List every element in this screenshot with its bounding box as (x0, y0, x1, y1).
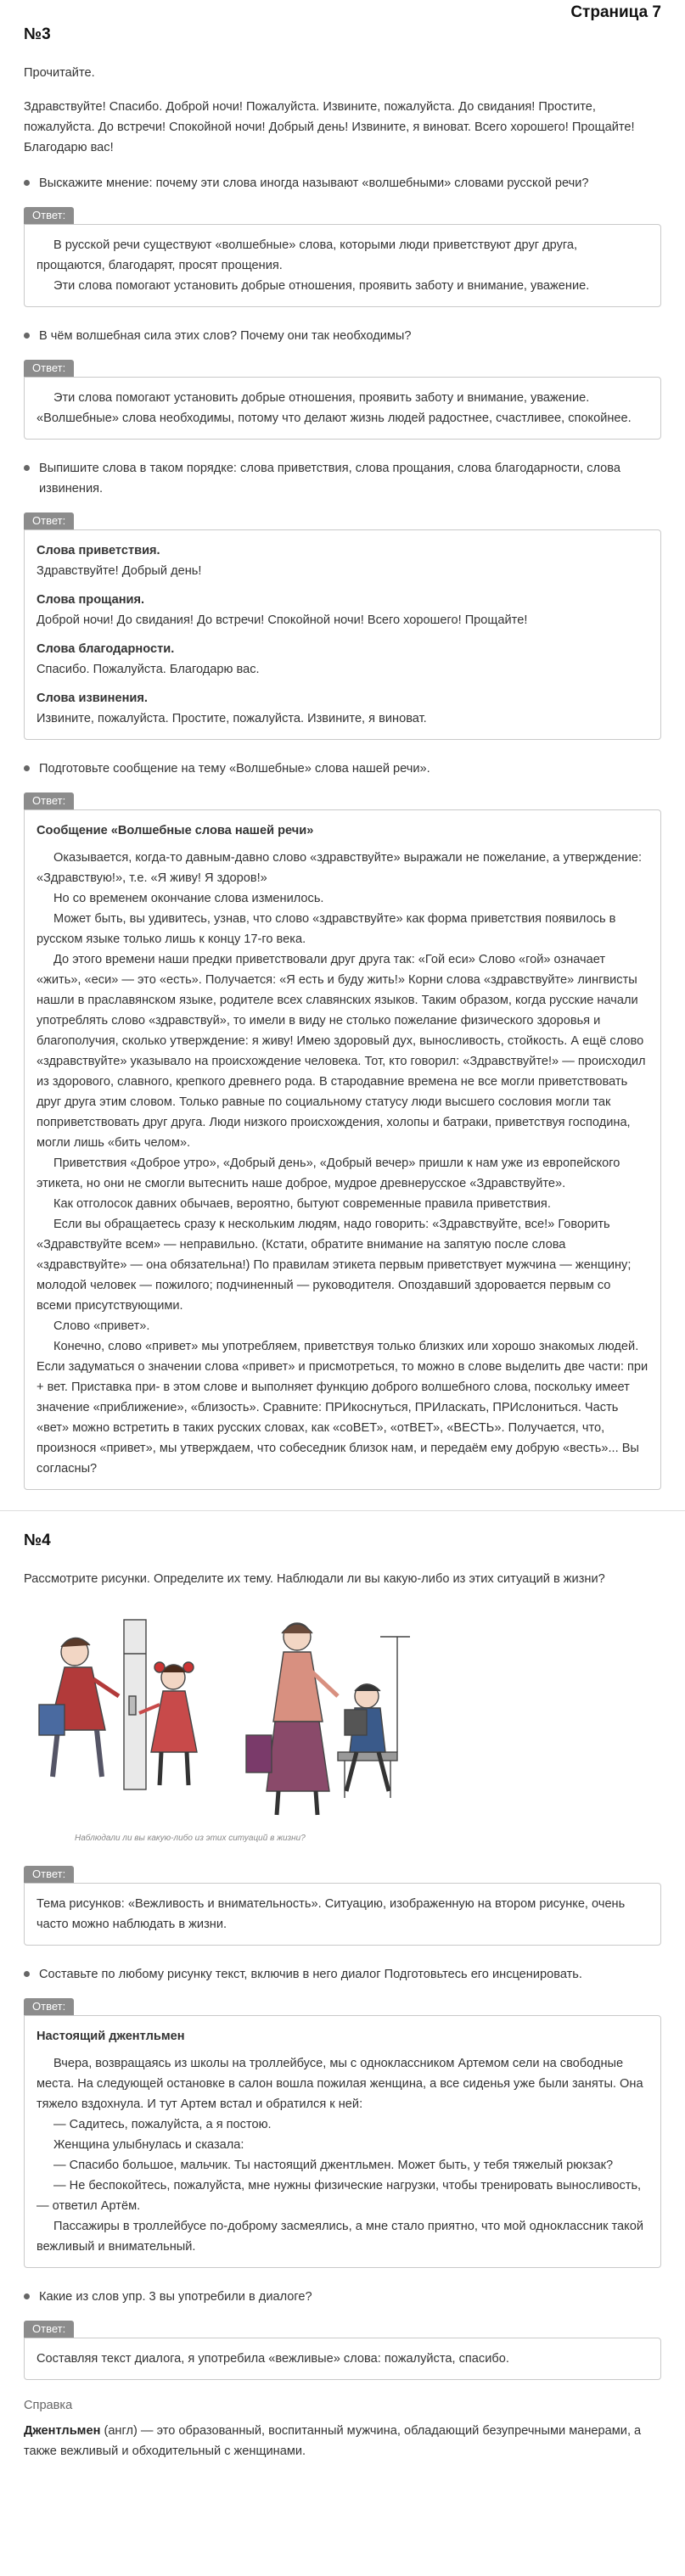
answer-box (24, 2338, 661, 2380)
reference-definition: (англ) — это образованный, воспитанный мужчина, обладающий безупречными манерами, а также вежливый и обходительный с женщинами. (24, 2424, 642, 2458)
answer-3 (24, 512, 661, 740)
essay-title: Сообщение «Волшебные слова нашей речи» (36, 824, 314, 837)
essay-paragraph: Как отголосок давних обычаев, вероятно, бытуют современные правила приветствия. (53, 1197, 551, 1211)
question-4-3 (24, 2287, 661, 2307)
essay-paragraph: Конечно, слово «привет» мы употребляем, приветствуя только близких или хорошо знакомых людей. Если задуматься о значении слова «привет» и присмотреться, то можно в слове выделить две части: при + вет. Приставка при- в этом слове и выполняет функцию доброго волшебного слова, поскольку имеет значение «приближение», «близость». Сравните: ПРИкоснуться, ПРИласкать, ПРИслониться. Часть «вет» можно встретить в таких русских словах, как «соВЕТ», «отВЕТ», «ВЕСТЬ». Получается, что, произнося «привет», мы утверждаем, что собеседник близок нам, и передаём ему добрую «весть»... Вы согласны? (36, 1340, 649, 1476)
essay-paragraph: Оказывается, когда-то давным-давно слово «здравствуйте» выражали не пожелание, а утверждение: «Здравствую!», т.е. «Я живу! Я здоров!» (36, 851, 643, 885)
group-text: Доброй ночи! До свидания! До встречи! Спокойной ночи! Всего хорошего! Прощайте! (36, 613, 528, 627)
illustration (24, 1603, 414, 1849)
question-text: Выпишите слова в таком порядке: слова приветствия, слова прощания, слова благодарности, слова извинения. (39, 462, 620, 496)
bench-scene (246, 1623, 410, 1815)
answer-paragraph: Эти слова помогают установить добрые отношения, проявить заботу и внимание, уважение. «Волшебные» слова необходимы, потому что делают жизнь людей радостнее, счастливее, спокойнее. (36, 391, 632, 425)
answer-label: Ответ: (24, 1866, 74, 1883)
answer-box (24, 377, 661, 440)
reference-title: Справка (24, 2399, 73, 2412)
group-text: Спасибо. Пожалуйста. Благодарю вас. (36, 663, 260, 676)
answer-label: Ответ: (24, 792, 74, 809)
question-text: Какие из слов упр. 3 вы употребили в диалоге? (39, 2290, 312, 2304)
question-text: Подготовьте сообщение на тему «Волшебные» слова нашей речи». (39, 762, 430, 776)
reference-text (24, 2421, 661, 2461)
essay-paragraph: До этого времени наши предки приветствовали друг друга так: «Гой еси» Слово «гой» означает «жить», «еси» — это «есть». Получается: «Я есть и буду жить!» Корни слова «здравствуйте» лингвисты нашли в праславянском языке, родителе всех славянских языков. Таким образом, когда русские начали употреблять слово «здравствуй», то имели в виду не столько пожелание физического здоровья и благополучия, сколько утверждение: я живу! Имею здоровый дух, выносливость, стойкость. А ещё слово «здравствуйте» указывало на происхождение человека. Тот, кто говорил: «Здравствуйте!» — происходил из здорового, славного, крепкого древнего рода. В стародавние времена не все могли приветствовать друг друга этим словом. Только равные по социальному статусу люди высшего сословия могли так поприветствовать друг друга. Люди низкого происхождения, холопы и батраки, приветствуя господина, могли лишь «бить челом». (36, 953, 646, 1150)
question-text: Составьте по любому рисунку текст, включив в него диалог Подготовьтесь его инсценировать. (39, 1968, 582, 1981)
essay-paragraph: Слово «привет». (53, 1319, 150, 1333)
answer-4 (24, 792, 661, 1490)
answer-paragraph: Тема рисунков: «Вежливость и внимательность». Ситуацию, изображенную на втором рисунке, очень часто можно наблюдать в жизни. (36, 1897, 626, 1931)
group-text: Здравствуйте! Добрый день! (36, 564, 202, 578)
answer-label: Ответ: (24, 512, 74, 529)
group-text: Извините, пожалуйста. Простите, пожалуйста. Извините, я виноват. (36, 712, 427, 725)
group-title: Слова извинения. (36, 692, 148, 705)
bullet-icon (24, 2293, 30, 2299)
answer-label: Ответ: (24, 207, 74, 224)
exercise-3-title: №3 (24, 25, 51, 43)
story-paragraph: — Не беспокойтесь, пожалуйста, мне нужны физические нагрузки, чтобы тренировать выносливость, — ответил Артём. (36, 2179, 642, 2213)
group-title: Слова прощания. (36, 593, 145, 607)
bullet-icon (24, 765, 30, 771)
answer-box (24, 529, 661, 740)
bullet-icon (24, 333, 30, 339)
reference-term: Джентльмен (24, 2424, 101, 2438)
story-paragraph: — Спасибо большое, мальчик. Ты настоящий джентльмен. Может быть, у тебя тяжелый рюкзак? (53, 2159, 614, 2172)
answer-box (24, 224, 661, 307)
essay-paragraph: Если вы обращаетесь сразу к нескольким людям, надо говорить: «Здравствуйте, все!» Говорить «Здравствуйте всем» — неправильно. (Кстати, обратите внимание на запятую после слова «здравствуйте» — она обязательна!) По правилам этикета первым приветствует мужчина — женщину; молодой человек — пожилого; подчиненный — руководителя. Опоздавший здоровается первым со всеми присутствующими. (36, 1218, 632, 1313)
group-title: Слова благодарности. (36, 642, 175, 656)
answer-paragraph: В русской речи существуют «волшебные» слова, которыми люди приветствуют друг друга, прощаются, благодарят, просят прощения. (36, 238, 578, 272)
exercise-4 (0, 1532, 685, 2461)
story-paragraph: Женщина улыбнулась и сказала: (53, 2138, 244, 2152)
bullet-icon (24, 180, 30, 186)
answer-4-3 (24, 2321, 661, 2380)
bullet-icon (24, 465, 30, 471)
exercise-4-title: №4 (24, 1532, 51, 1549)
question-1 (24, 173, 661, 193)
exercise-3-intro: Прочитайте. (24, 66, 95, 80)
answer-box (24, 1883, 661, 1946)
door-scene (39, 1620, 197, 1789)
answer-1 (24, 207, 661, 307)
question-4 (24, 759, 661, 779)
essay-paragraph: Может быть, вы удивитесь, узнав, что слово «здравствуйте» как форма приветствия появилось в русском языке только лишь к концу 17-го века. (36, 912, 616, 946)
story-paragraph: Вчера, возвращаясь из школы на троллейбусе, мы с одноклассником Артемом сели на свободные места. На следующей остановке в салон вошла пожилая женщина, а все сиденья уже были заняты. Она тяжело вздохнула. И тут Артем встал и обратился к ней: (36, 2057, 643, 2111)
answer-paragraph: Составляя текст диалога, я употребила «вежливые» слова: пожалуйста, спасибо. (36, 2352, 509, 2366)
bullet-icon (24, 1971, 30, 1977)
essay-paragraph: Но со временем окончание слова изменилось. (53, 892, 324, 905)
answer-4-2 (24, 1998, 661, 2268)
story-paragraph: — Садитесь, пожалуйста, а я постою. (53, 2118, 272, 2131)
answer-box (24, 809, 661, 1490)
illustration-drawing (24, 1603, 414, 1832)
essay-paragraph: Приветствия «Доброе утро», «Добрый день», «Добрый вечер» пришли к нам уже из европейского этикета, но они не смогли вытеснить наше доброе, мудрое древнерусское «Здравствуйте». (36, 1156, 620, 1190)
question-text: Выскажите мнение: почему эти слова иногда называют «волшебными» словами русской речи? (39, 176, 589, 190)
answer-4-1 (24, 1866, 661, 1946)
story-paragraph: Пассажиры в троллейбусе по-доброму засмеялись, а мне стало приятно, что мой одноклассник такой вежливый и внимательный. (36, 2220, 643, 2254)
section-divider (0, 1510, 685, 1511)
answer-paragraph: Эти слова помогают установить добрые отношения, проявить заботу и внимание, уважение. (53, 279, 590, 293)
answer-2 (24, 360, 661, 440)
exercise-3-words: Здравствуйте! Спасибо. Доброй ночи! Пожалуйста. Извините, пожалуйста. До свидания! Простите, пожалуйста. До встречи! Спокойной ночи! Добрый день! Извините, я виноват. Всего хорошего! Прощайте! Благодарю вас! (24, 100, 635, 154)
group-title: Слова приветствия. (36, 544, 160, 557)
figure-caption: Наблюдали ли вы какую-либо из этих ситуаций в жизни? (75, 1834, 306, 1843)
page-number: Страница 7 (570, 3, 661, 21)
question-4-2 (24, 1964, 661, 1985)
story-title: Настоящий джентльмен (36, 2030, 185, 2043)
exercise-4-intro: Рассмотрите рисунки. Определите их тему. Наблюдали ли вы какую-либо из этих ситуаций в жизни? (24, 1572, 605, 1586)
question-text: В чём волшебная сила этих слов? Почему они так необходимы? (39, 329, 412, 343)
question-2 (24, 326, 661, 346)
answer-label: Ответ: (24, 360, 74, 377)
answer-label: Ответ: (24, 2321, 74, 2338)
answer-box (24, 2015, 661, 2268)
answer-label: Ответ: (24, 1998, 74, 2015)
question-3 (24, 458, 661, 499)
